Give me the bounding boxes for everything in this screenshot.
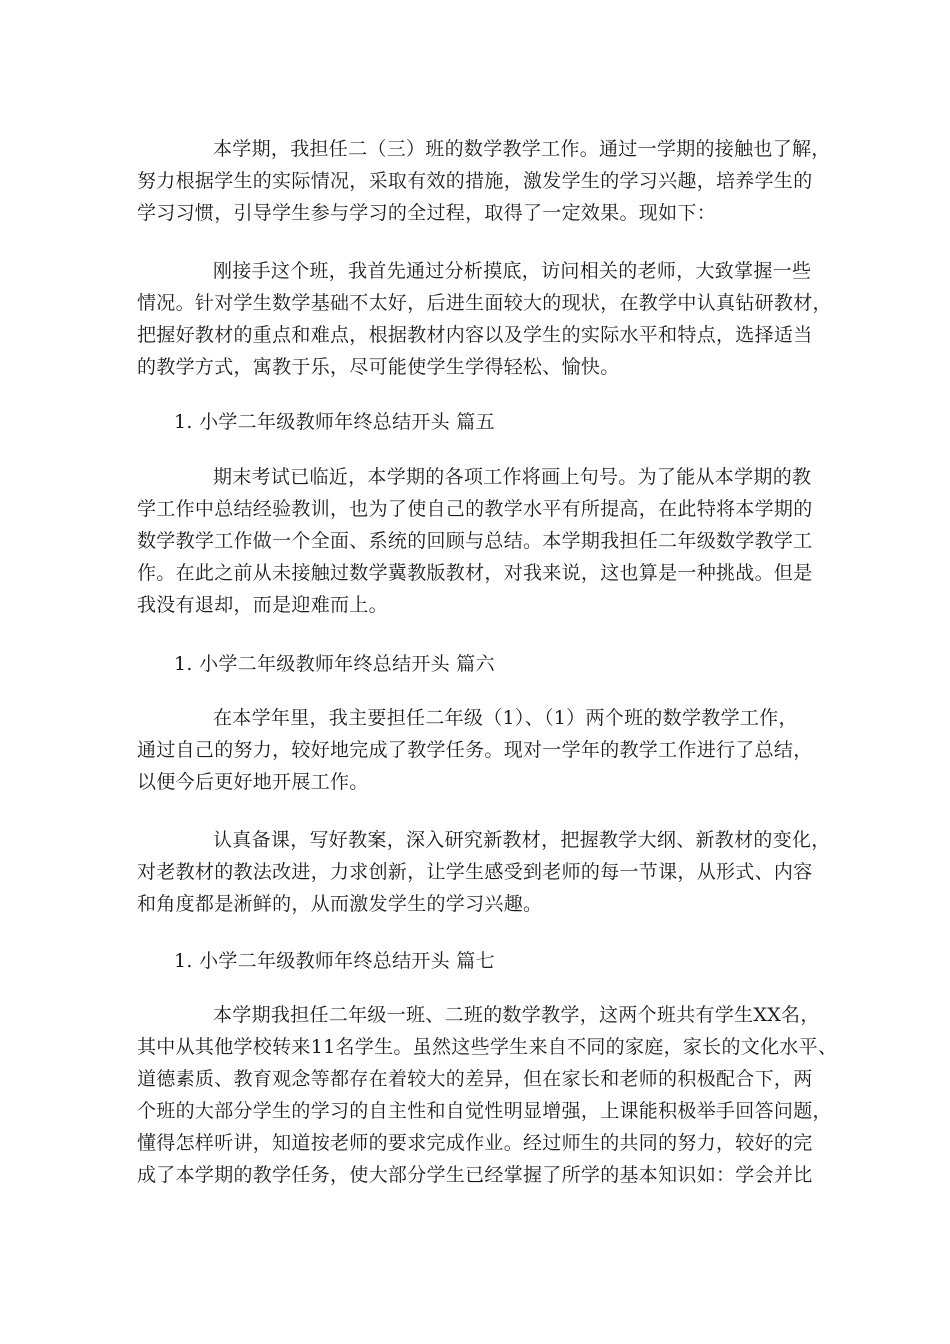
paragraph-line: 和角度都是淅鲜的，从而激发学生的学习兴趣。 [137, 893, 543, 915]
paragraph-line: 学习习惯，引导学生参与学习的全过程，取得了一定效果。现如下： [137, 202, 717, 224]
paragraph-line: 刚接手这个班，我首先通过分析摸底，访问相关的老师，大致掌握一些 [213, 260, 812, 282]
section-heading-7: 1. 小学二年级教师年终总结开头 篇七 [174, 950, 495, 972]
paragraph-line: 作。在此之前从未接触过数学冀教版教材，对我来说，这也算是一种挑战。但是 [137, 562, 813, 584]
paragraph-section-7 [137, 999, 838, 1191]
paragraph-section-6 [137, 702, 827, 798]
paragraph-line: 把握好教材的重点和难点，根据教材内容以及学生的实际水平和特点，选择适当 [137, 324, 813, 346]
paragraph-line: 其中从其他学校转来11名学生。虽然这些学生来自不同的家庭，家长的文化水平、 [137, 1036, 838, 1058]
paragraph-line: 的教学方式，寓教于乐，尽可能使学生学得轻松、愉快。 [137, 356, 620, 378]
paragraph-line: 个班的大部分学生的学习的自主性和自觉性明显增强，上课能积极举手回答问题， [137, 1100, 832, 1122]
paragraph-line: 我没有退却，而是迎难而上。 [137, 594, 388, 616]
paragraph-line: 本学期，我担任二（三）班的数学教学工作。通过一学期的接触也了解， [213, 138, 831, 160]
paragraph-lesson-prep [137, 824, 831, 920]
section-heading-5: 1. 小学二年级教师年终总结开头 篇五 [174, 411, 495, 433]
paragraph-line: 认真备课，写好教案，深入研究新教材，把握教学大纲、新教材的变化， [213, 829, 831, 851]
paragraph-line: 在本学年里，我主要担任二年级（1）、（1）两个班的数学教学工作， [213, 707, 798, 729]
paragraph-line: 情况。针对学生数学基础不太好，后进生面较大的现状，在教学中认真钻研教材， [137, 292, 832, 314]
paragraph-line: 对老教材的教法改进，力求创新，让学生感受到老师的每一节课，从形式、内容 [137, 861, 813, 883]
paragraph-line: 道德素质、教育观念等都存在着较大的差异，但在家长和老师的积极配合下，两 [137, 1068, 813, 1090]
paragraph-line: 本学期我担任二年级一班、二班的数学教学，这两个班共有学生XX名， [213, 1004, 820, 1026]
paragraph-line: 懂得怎样听讲，知道按老师的要求完成作业。经过师生的共同的努力，较好的完 [137, 1132, 813, 1154]
paragraph-line: 努力根据学生的实际情况，采取有效的措施，激发学生的学习兴趣，培养学生的 [137, 170, 813, 192]
paragraph-line: 数学教学工作做一个全面、系统的回顾与总结。本学期我担任二年级数学教学工 [137, 530, 813, 552]
paragraph-class-takeover [137, 255, 832, 383]
paragraph-line: 通过自己的努力，较好地完成了教学任务。现对一学年的教学工作进行了总结， [137, 739, 813, 761]
paragraph-line: 以便今后更好地开展工作。 [137, 771, 369, 793]
paragraph-line: 期末考试已临近，本学期的各项工作将画上句号。为了能从本学期的教 [213, 466, 812, 488]
paragraph-line: 学工作中总结经验教训，也为了使自己的教学水平有所提高，在此特将本学期的 [137, 498, 813, 520]
paragraph-intro [137, 133, 831, 229]
section-heading-6: 1. 小学二年级教师年终总结开头 篇六 [174, 653, 495, 675]
paragraph-section-5 [137, 461, 827, 621]
paragraph-line: 成了本学期的教学任务，使大部分学生已经掌握了所学的基本知识如：学会并比 [137, 1164, 813, 1186]
